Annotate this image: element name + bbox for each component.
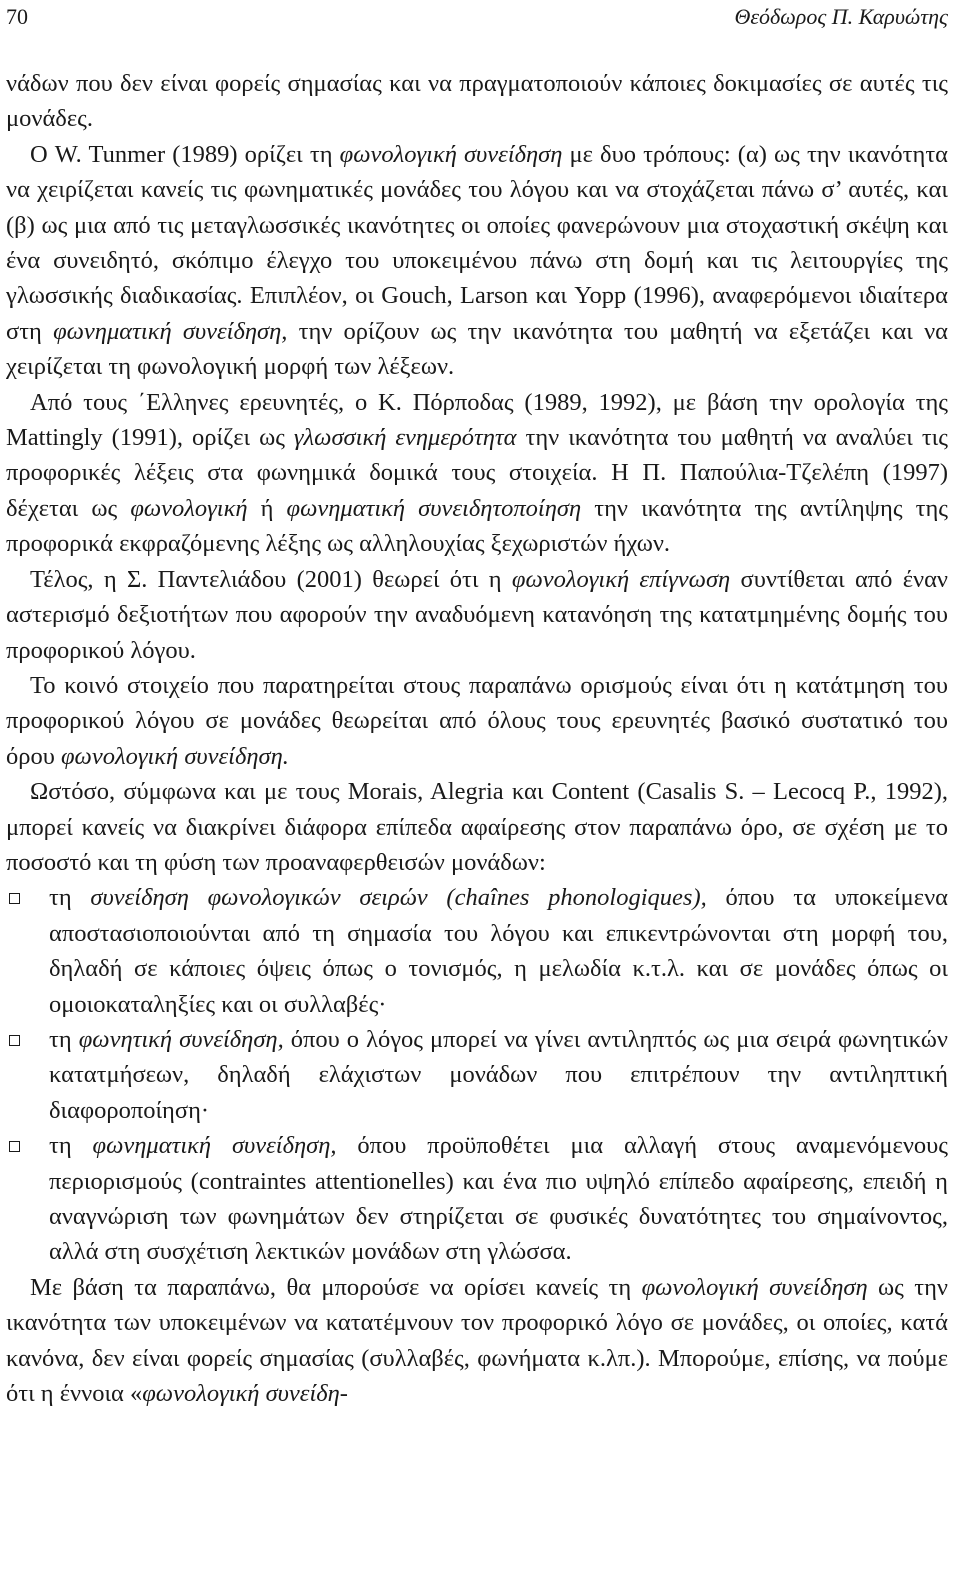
paragraph <box>6 562 948 668</box>
italic-term: γλωσσική ενημερότητα <box>293 424 517 452</box>
list-item-text <box>49 1026 948 1124</box>
italic-term: φωνολογική <box>130 494 248 522</box>
list-item-text <box>49 1132 948 1265</box>
italic-term: φωνολογική συνείδηση. <box>60 742 289 770</box>
paragraph <box>6 774 948 880</box>
text-run: τη <box>49 1025 79 1053</box>
text-run: όπου τα υποκείμενα αποστασιοποιούνται από τη σημασία του λόγου και επικεντρώνονται στη μορφή του, δηλαδή σε κάποιες όψεις όπως ο τονισμός, η μελωδία κ.τ.λ. και σε μονάδες όπως οι ομοιοκαταληξίες και οι συλλαβές· <box>49 884 948 1018</box>
text-run: ως την ικανότητα των υποκειμένων να κατατέμνουν τον προφορικό λόγο σε μονάδες, οι οποίες, κατά κανόνα, δεν είναι φορείς σημασίας (συλλαβές, φωνήματα κ.λπ.). Μπορούμε, επίσης, να πούμε ότι η έννοια « <box>6 1273 948 1408</box>
italic-term: φωνηματική συνειδητοποίηση <box>286 494 582 522</box>
checkbox-bullet-icon <box>9 1141 20 1152</box>
text-run: όπου ο λόγος μπορεί να γίνει αντιληπτός ως μια σειρά φωνητικών κατατμήσεων, δηλαδή ελάχιστων μονάδων που επιτρέπουν την αντιληπτική διαφοροποίηση· <box>49 1025 948 1124</box>
text-run: Ωστόσο, σύμφωνα και με τους Morais, Alegria και Content (Casalis S. – Lecocq P., 1992), μπορεί κανείς να διακρίνει διάφορα επίπεδα αφαίρεσης στον παραπάνω όρο, σε σχέση με το ποσοστό και τη φύση των προαναφερθεισών μονάδων: <box>6 778 948 876</box>
running-header <box>6 0 948 34</box>
list-item-text <box>49 884 948 1017</box>
document-page <box>6 0 948 1411</box>
text-run: Ο W. Tunmer (1989) ορίζει τη <box>30 140 340 168</box>
italic-term: φωνολογική συνείδηση <box>641 1273 868 1301</box>
text-run: όπου προϋποθέτει μια αλλαγή στους αναμενόμενους περιορισμούς (contraintes attentionelles) και ένα πιο υψηλό επίπεδο αφαίρεσης, επειδή η αναγνώριση των φωνημάτων δεν στηρίζεται σε φυσικές δυνατότητες του σημαίνοντος, αλλά στη συσχέτιση λεκτικών μονάδων στη γλώσσα. <box>49 1132 948 1266</box>
text-run: τη <box>49 884 91 912</box>
italic-term: φωνηματική συνείδηση, <box>92 1132 337 1160</box>
text-run: την ικανότητα της αντίληψης της προφορικά εκφραζόμενης λέξης ως αλληλουχίας ξεχωριστών ήχων. <box>6 494 948 558</box>
text-run: Το κοινό στοιχείο που παρατηρείται στους παραπάνω ορισμούς είναι ότι η κατάτμηση του προφορικού λόγου σε μονάδες θεωρείται από όλους τους ερευνητές βασικό συστατικό του όρου <box>6 671 948 770</box>
text-run: Από τους ΄Ελληνες ερευνητές, ο Κ. Πόρποδας (1989, 1992), με βάση την ορολογία της Mattingly (1991), ορίζει ως <box>6 388 948 452</box>
text-run: Τέλος, η Σ. Παντελιάδου (2001) θεωρεί ότι η <box>30 565 512 593</box>
list-item <box>6 880 948 1022</box>
list-item <box>6 1022 948 1128</box>
paragraph <box>6 137 948 385</box>
paragraph <box>6 385 948 562</box>
text-run: την ορίζουν ως την ικανότητα του μαθητή να εξετάζει και να χειρίζεται τη φωνολογική μορφή των λέξεων. <box>6 317 948 381</box>
text-run: Με βάση τα παραπάνω, θα μπορούσε να ορίσει κανείς τη <box>30 1273 642 1301</box>
page-number: 70 <box>6 4 28 29</box>
italic-term: φωνολογική συνείδη- <box>142 1380 348 1408</box>
list-item <box>6 1128 948 1270</box>
text-run: ή <box>247 494 287 522</box>
text-run: με δυο τρόπους: (α) ως την ικανότητα να χειρίζεται κανείς τις φωνηματικές μονάδες του λόγου και να στοχάζεται πάνω σ’ αυτές, και (β) ως μια από τις μεταγλωσσικές ικανότητες οι οποίες φανερώνουν μια στοχαστική σκέψη και ένα συνειδητό, σκόπιμο έλεγχο του υποκειμένου πάνω στη δομή και τις λειτουργίες της γλωσσικής διαδικασίας. Επιπλέον, οι Gouch, Larson και Yopp (1996), αναφερόμενοι ιδιαίτερα στη <box>6 140 949 345</box>
paragraph <box>6 66 948 137</box>
text-run: την ικανότητα του μαθητή να αναλύει τις προφορικές λέξεις στα φωνημικά δομικά τους στοιχεία. Η Π. Παπούλια-Τζελέπη (1997) δέχεται ως <box>6 424 948 522</box>
paragraph <box>6 668 948 774</box>
checkbox-bullet-icon <box>9 893 20 904</box>
closing-paragraph <box>6 1270 948 1412</box>
text-run: νάδων που δεν είναι φορείς σημασίας και να πραγματοποιούν κάποιες δοκιμασίες σε αυτές τις μονάδες. <box>6 70 948 133</box>
running-title: Θεόδωρος Π. Καρυώτης <box>734 4 948 29</box>
text-run: συντίθεται από έναν αστερισμό δεξιοτήτων που αφορούν την αναδυόμενη κατανόηση της κατατμημένης δομής του προφορικού λόγου. <box>6 565 949 664</box>
italic-term: φωνολογική συνείδηση <box>339 140 563 168</box>
body-text <box>6 66 948 1411</box>
italic-term: συνείδηση φωνολογικών σειρών (chaînes phonologiques), <box>90 884 707 912</box>
italic-term: φωνολογική επίγνωση <box>511 565 731 593</box>
text-run: τη <box>49 1132 93 1160</box>
italic-term: φωνητική συνείδηση, <box>78 1025 284 1053</box>
definition-list <box>6 880 948 1269</box>
checkbox-bullet-icon <box>9 1035 20 1046</box>
italic-term: φωνηματική συνείδηση, <box>53 317 288 345</box>
